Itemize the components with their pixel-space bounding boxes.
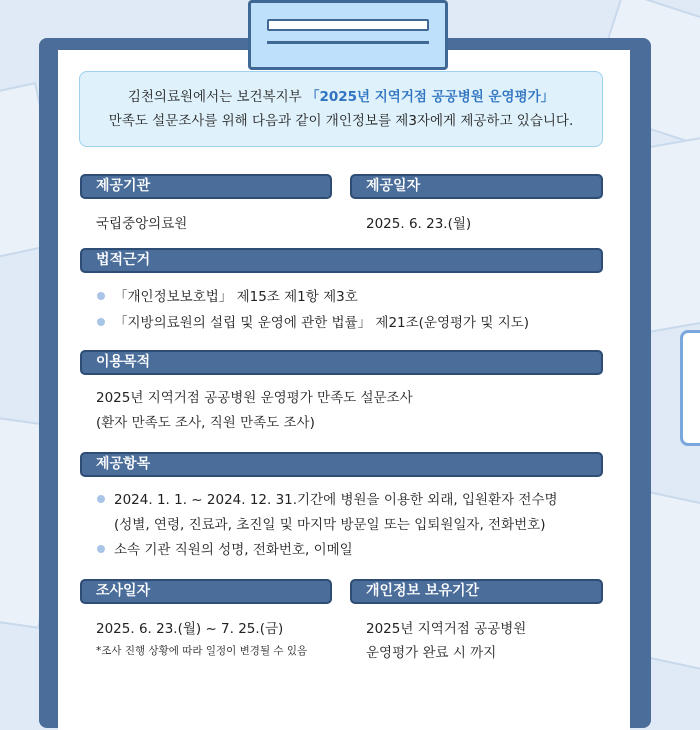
section-header-provided-items: 제공항목: [80, 452, 603, 477]
section-header-provide-date: 제공일자: [350, 174, 603, 199]
clip-line: [267, 41, 429, 44]
side-tab-decoration: [680, 330, 700, 446]
notice-line-2: 만족도 설문조사를 위해 다음과 같이 개인정보를 제3자에게 제공하고 있습니다.: [108, 113, 574, 129]
purpose-line-1: 2025년 지역거점 공공병원 운영평가 만족도 설문조사: [96, 390, 413, 406]
bullet-icon: [97, 545, 105, 553]
provided-item-1-line-2: (성별, 연령, 진료과, 초진일 및 마지막 방문일 또는 입퇴원일자, 전화번호): [114, 517, 546, 533]
bullet-icon: [97, 495, 105, 503]
notice-highlight: 「2025년 지역거점 공공병원 운영평가」: [305, 89, 555, 105]
provide-date-value: 2025. 6. 23.(월): [366, 216, 472, 232]
survey-date-note: *조사 진행 상황에 따라 일정이 변경될 수 있음: [96, 645, 308, 657]
clipboard-clip-icon: [248, 0, 448, 70]
bullet-icon: [97, 292, 105, 300]
provided-item-2: 소속 기관 직원의 성명, 전화번호, 이메일: [114, 542, 353, 558]
provider-value: 국립중앙의료원: [96, 216, 188, 232]
survey-date-value: 2025. 6. 23.(월) ~ 7. 25.(금): [96, 621, 284, 637]
section-header-survey-date: 조사일자: [80, 579, 332, 604]
notice-box: [79, 71, 603, 147]
notice-line-1-text: 김천의료원에서는 보건복지부: [127, 89, 306, 105]
provided-item-1-line-1: 2024. 1. 1. ~ 2024. 12. 31.기간에 병원을 이용한 외래, 입원환자 전수명: [114, 492, 558, 508]
purpose-line-2: (환자 만족도 조사, 직원 만족도 조사): [96, 415, 315, 431]
bullet-icon: [97, 318, 105, 326]
legal-basis-item-1: 「개인정보보호법」 제15조 제1항 제3호: [114, 289, 358, 305]
clip-slot: [267, 19, 429, 31]
section-header-retention: 개인정보 보유기간: [350, 579, 603, 604]
retention-line-2: 운영평가 완료 시 까지: [366, 645, 497, 661]
section-header-legal-basis: 법적근거: [80, 248, 603, 273]
notice-line-1: [128, 85, 554, 109]
retention-line-1: 2025년 지역거점 공공병원: [366, 621, 527, 637]
section-header-provider: 제공기관: [80, 174, 332, 199]
section-header-purpose: 이용목적: [80, 350, 603, 375]
legal-basis-item-2: 「지방의료원의 설립 및 운영에 관한 법률」 제21조(운영평가 및 지도): [114, 315, 530, 331]
